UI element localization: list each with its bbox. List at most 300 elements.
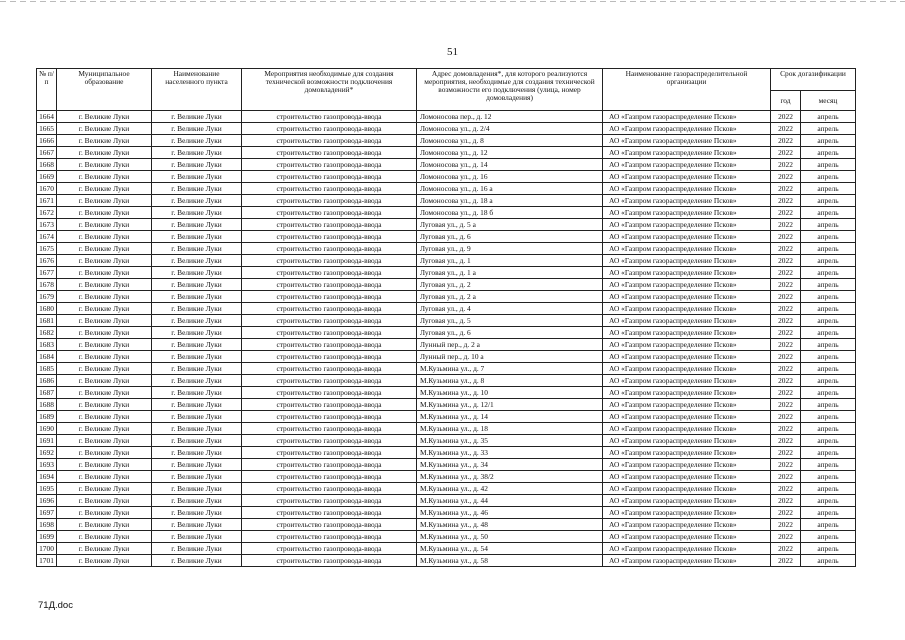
header-locality: Наименование населенного пункта xyxy=(152,69,242,111)
table-row xyxy=(37,279,856,291)
row-num: 1688 xyxy=(37,399,57,411)
row-address: Ломоносова ул., д. 18 а xyxy=(417,195,603,207)
row-municipality: г. Великие Луки xyxy=(57,435,152,447)
row-locality: г. Великие Луки xyxy=(152,459,242,471)
row-month: апрель xyxy=(801,159,856,171)
row-municipality: г. Великие Луки xyxy=(57,363,152,375)
row-org: АО «Газпром газораспределение Псков» xyxy=(603,471,771,483)
row-locality: г. Великие Луки xyxy=(152,183,242,195)
row-locality: г. Великие Луки xyxy=(152,375,242,387)
row-locality: г. Великие Луки xyxy=(152,351,242,363)
table-row xyxy=(37,507,856,519)
row-locality: г. Великие Луки xyxy=(152,219,242,231)
row-municipality: г. Великие Луки xyxy=(57,159,152,171)
row-num: 1694 xyxy=(37,471,57,483)
row-month: апрель xyxy=(801,507,856,519)
row-month: апрель xyxy=(801,279,856,291)
row-municipality: г. Великие Луки xyxy=(57,315,152,327)
row-num: 1684 xyxy=(37,351,57,363)
row-locality: г. Великие Луки xyxy=(152,495,242,507)
row-action: строительство газопровода-ввода xyxy=(242,423,417,435)
row-month: апрель xyxy=(801,411,856,423)
row-org: АО «Газпром газораспределение Псков» xyxy=(603,435,771,447)
row-locality: г. Великие Луки xyxy=(152,531,242,543)
table-row xyxy=(37,315,856,327)
row-address: М.Кузьмина ул., д. 14 xyxy=(417,411,603,423)
row-municipality: г. Великие Луки xyxy=(57,411,152,423)
row-municipality: г. Великие Луки xyxy=(57,231,152,243)
row-municipality: г. Великие Луки xyxy=(57,555,152,567)
row-year: 2022 xyxy=(771,147,801,159)
row-address: М.Кузьмина ул., д. 42 xyxy=(417,483,603,495)
row-num: 1665 xyxy=(37,123,57,135)
row-org: АО «Газпром газораспределение Псков» xyxy=(603,159,771,171)
row-locality: г. Великие Луки xyxy=(152,399,242,411)
row-municipality: г. Великие Луки xyxy=(57,267,152,279)
row-year: 2022 xyxy=(771,531,801,543)
row-action: строительство газопровода-ввода xyxy=(242,231,417,243)
row-locality: г. Великие Луки xyxy=(152,147,242,159)
row-num: 1683 xyxy=(37,339,57,351)
row-address: Ломоносова ул., д. 8 xyxy=(417,135,603,147)
row-month: апрель xyxy=(801,471,856,483)
row-year: 2022 xyxy=(771,435,801,447)
table-row xyxy=(37,123,856,135)
table-row xyxy=(37,375,856,387)
gasification-table xyxy=(36,68,855,567)
row-municipality: г. Великие Луки xyxy=(57,243,152,255)
row-municipality: г. Великие Луки xyxy=(57,351,152,363)
table-row xyxy=(37,531,856,543)
row-year: 2022 xyxy=(771,135,801,147)
row-action: строительство газопровода-ввода xyxy=(242,411,417,423)
row-month: апрель xyxy=(801,555,856,567)
row-month: апрель xyxy=(801,375,856,387)
row-locality: г. Великие Луки xyxy=(152,171,242,183)
row-org: АО «Газпром газораспределение Псков» xyxy=(603,243,771,255)
row-org: АО «Газпром газораспределение Псков» xyxy=(603,327,771,339)
row-num: 1690 xyxy=(37,423,57,435)
row-municipality: г. Великие Луки xyxy=(57,423,152,435)
row-num: 1697 xyxy=(37,507,57,519)
row-month: апрель xyxy=(801,399,856,411)
row-address: М.Кузьмина ул., д. 44 xyxy=(417,495,603,507)
header-action: Мероприятия необходимые для создания технической возможности подключения домовладений* xyxy=(242,69,417,111)
row-municipality: г. Великие Луки xyxy=(57,399,152,411)
row-month: апрель xyxy=(801,447,856,459)
table-row xyxy=(37,291,856,303)
table-row xyxy=(37,435,856,447)
row-month: апрель xyxy=(801,207,856,219)
row-locality: г. Великие Луки xyxy=(152,435,242,447)
table-row xyxy=(37,423,856,435)
row-year: 2022 xyxy=(771,387,801,399)
row-org: АО «Газпром газораспределение Псков» xyxy=(603,147,771,159)
table-row xyxy=(37,171,856,183)
row-year: 2022 xyxy=(771,375,801,387)
row-num: 1682 xyxy=(37,327,57,339)
row-year: 2022 xyxy=(771,291,801,303)
row-locality: г. Великие Луки xyxy=(152,207,242,219)
table-row xyxy=(37,483,856,495)
table-row xyxy=(37,339,856,351)
row-month: апрель xyxy=(801,111,856,123)
row-municipality: г. Великие Луки xyxy=(57,195,152,207)
row-address: Лунный пер., д. 2 а xyxy=(417,339,603,351)
row-action: строительство газопровода-ввода xyxy=(242,315,417,327)
row-address: М.Кузьмина ул., д. 35 xyxy=(417,435,603,447)
row-year: 2022 xyxy=(771,423,801,435)
row-num: 1666 xyxy=(37,135,57,147)
header-year: год xyxy=(771,91,801,111)
row-locality: г. Великие Луки xyxy=(152,471,242,483)
row-year: 2022 xyxy=(771,399,801,411)
row-address: Луговая ул., д. 6 xyxy=(417,327,603,339)
row-year: 2022 xyxy=(771,267,801,279)
row-action: строительство газопровода-ввода xyxy=(242,459,417,471)
row-num: 1692 xyxy=(37,447,57,459)
row-num: 1698 xyxy=(37,519,57,531)
row-year: 2022 xyxy=(771,123,801,135)
table-row xyxy=(37,327,856,339)
row-locality: г. Великие Луки xyxy=(152,387,242,399)
row-num: 1678 xyxy=(37,279,57,291)
row-locality: г. Великие Луки xyxy=(152,255,242,267)
row-num: 1671 xyxy=(37,195,57,207)
row-org: АО «Газпром газораспределение Псков» xyxy=(603,399,771,411)
row-month: апрель xyxy=(801,135,856,147)
row-num: 1677 xyxy=(37,267,57,279)
row-org: АО «Газпром газораспределение Псков» xyxy=(603,495,771,507)
row-municipality: г. Великие Луки xyxy=(57,483,152,495)
row-month: апрель xyxy=(801,423,856,435)
row-address: Луговая ул., д. 9 xyxy=(417,243,603,255)
table-row xyxy=(37,231,856,243)
row-month: апрель xyxy=(801,171,856,183)
table-row xyxy=(37,255,856,267)
row-municipality: г. Великие Луки xyxy=(57,219,152,231)
row-action: строительство газопровода-ввода xyxy=(242,339,417,351)
row-locality: г. Великие Луки xyxy=(152,327,242,339)
row-address: М.Кузьмина ул., д. 12/1 xyxy=(417,399,603,411)
table-row xyxy=(37,147,856,159)
row-municipality: г. Великие Луки xyxy=(57,543,152,555)
row-num: 1664 xyxy=(37,111,57,123)
row-year: 2022 xyxy=(771,303,801,315)
row-locality: г. Великие Луки xyxy=(152,507,242,519)
row-num: 1691 xyxy=(37,435,57,447)
row-org: АО «Газпром газораспределение Псков» xyxy=(603,255,771,267)
row-month: апрель xyxy=(801,543,856,555)
row-month: апрель xyxy=(801,387,856,399)
row-month: апрель xyxy=(801,351,856,363)
row-locality: г. Великие Луки xyxy=(152,483,242,495)
row-action: строительство газопровода-ввода xyxy=(242,327,417,339)
footer-note: 71Д.doc xyxy=(38,600,73,611)
table-row xyxy=(37,447,856,459)
row-num: 1667 xyxy=(37,147,57,159)
row-address: Луговая ул., д. 6 xyxy=(417,231,603,243)
row-locality: г. Великие Луки xyxy=(152,231,242,243)
row-address: Ломоносова ул., д. 12 xyxy=(417,147,603,159)
row-year: 2022 xyxy=(771,279,801,291)
row-month: апрель xyxy=(801,291,856,303)
row-year: 2022 xyxy=(771,183,801,195)
table-row xyxy=(37,363,856,375)
row-month: апрель xyxy=(801,123,856,135)
row-locality: г. Великие Луки xyxy=(152,159,242,171)
row-address: Луговая ул., д. 5 xyxy=(417,315,603,327)
row-locality: г. Великие Луки xyxy=(152,195,242,207)
row-month: апрель xyxy=(801,255,856,267)
row-municipality: г. Великие Луки xyxy=(57,183,152,195)
row-municipality: г. Великие Луки xyxy=(57,291,152,303)
row-address: Ломоносова ул., д. 2/4 xyxy=(417,123,603,135)
row-org: АО «Газпром газораспределение Псков» xyxy=(603,195,771,207)
row-locality: г. Великие Луки xyxy=(152,267,242,279)
row-action: строительство газопровода-ввода xyxy=(242,195,417,207)
row-address: М.Кузьмина ул., д. 48 xyxy=(417,519,603,531)
row-num: 1669 xyxy=(37,171,57,183)
header-address: Адрес домовладения*, для которого реализуются мероприятия, необходимые для создания технической возможности его подключения (улица, номер домовладения) xyxy=(417,69,603,111)
row-num: 1700 xyxy=(37,543,57,555)
row-month: апрель xyxy=(801,231,856,243)
row-locality: г. Великие Луки xyxy=(152,519,242,531)
row-municipality: г. Великие Луки xyxy=(57,255,152,267)
row-action: строительство газопровода-ввода xyxy=(242,147,417,159)
row-num: 1687 xyxy=(37,387,57,399)
row-year: 2022 xyxy=(771,543,801,555)
row-num: 1674 xyxy=(37,231,57,243)
row-action: строительство газопровода-ввода xyxy=(242,483,417,495)
row-num: 1685 xyxy=(37,363,57,375)
row-municipality: г. Великие Луки xyxy=(57,339,152,351)
row-org: АО «Газпром газораспределение Псков» xyxy=(603,231,771,243)
row-action: строительство газопровода-ввода xyxy=(242,159,417,171)
row-municipality: г. Великие Луки xyxy=(57,327,152,339)
row-org: АО «Газпром газораспределение Псков» xyxy=(603,459,771,471)
row-action: строительство газопровода-ввода xyxy=(242,171,417,183)
table-row xyxy=(37,519,856,531)
header-num: № п/п xyxy=(37,69,57,111)
table-row xyxy=(37,495,856,507)
row-year: 2022 xyxy=(771,411,801,423)
row-year: 2022 xyxy=(771,351,801,363)
row-org: АО «Газпром газораспределение Псков» xyxy=(603,183,771,195)
row-address: М.Кузьмина ул., д. 38/2 xyxy=(417,471,603,483)
row-locality: г. Великие Луки xyxy=(152,423,242,435)
row-month: апрель xyxy=(801,147,856,159)
header-municipality: Муниципальное образование xyxy=(57,69,152,111)
row-org: АО «Газпром газораспределение Псков» xyxy=(603,351,771,363)
row-year: 2022 xyxy=(771,315,801,327)
row-org: АО «Газпром газораспределение Псков» xyxy=(603,531,771,543)
row-action: строительство газопровода-ввода xyxy=(242,183,417,195)
row-org: АО «Газпром газораспределение Псков» xyxy=(603,447,771,459)
row-year: 2022 xyxy=(771,243,801,255)
row-org: АО «Газпром газораспределение Псков» xyxy=(603,507,771,519)
row-year: 2022 xyxy=(771,159,801,171)
row-month: апрель xyxy=(801,459,856,471)
header-org: Наименование газораспределительной организации xyxy=(603,69,771,111)
row-action: строительство газопровода-ввода xyxy=(242,495,417,507)
row-municipality: г. Великие Луки xyxy=(57,147,152,159)
row-action: строительство газопровода-ввода xyxy=(242,291,417,303)
row-locality: г. Великие Луки xyxy=(152,111,242,123)
row-action: строительство газопровода-ввода xyxy=(242,447,417,459)
row-month: апрель xyxy=(801,219,856,231)
row-locality: г. Великие Луки xyxy=(152,411,242,423)
row-org: АО «Газпром газораспределение Псков» xyxy=(603,303,771,315)
row-month: апрель xyxy=(801,435,856,447)
row-locality: г. Великие Луки xyxy=(152,279,242,291)
row-address: М.Кузьмина ул., д. 54 xyxy=(417,543,603,555)
row-org: АО «Газпром газораспределение Псков» xyxy=(603,315,771,327)
row-municipality: г. Великие Луки xyxy=(57,459,152,471)
row-address: М.Кузьмина ул., д. 10 xyxy=(417,387,603,399)
row-address: Луговая ул., д. 5 а xyxy=(417,219,603,231)
table-row xyxy=(37,243,856,255)
row-month: апрель xyxy=(801,495,856,507)
table-body xyxy=(37,111,856,567)
row-locality: г. Великие Луки xyxy=(152,447,242,459)
row-address: Ломоносова ул., д. 18 б xyxy=(417,207,603,219)
row-address: Луговая ул., д. 2 а xyxy=(417,291,603,303)
row-month: апрель xyxy=(801,195,856,207)
row-year: 2022 xyxy=(771,207,801,219)
row-municipality: г. Великие Луки xyxy=(57,171,152,183)
row-locality: г. Великие Луки xyxy=(152,555,242,567)
scan-artifact-top xyxy=(0,1,905,2)
row-municipality: г. Великие Луки xyxy=(57,111,152,123)
row-month: апрель xyxy=(801,315,856,327)
row-locality: г. Великие Луки xyxy=(152,339,242,351)
row-action: строительство газопровода-ввода xyxy=(242,543,417,555)
row-org: АО «Газпром газораспределение Псков» xyxy=(603,555,771,567)
row-org: АО «Газпром газораспределение Псков» xyxy=(603,387,771,399)
row-municipality: г. Великие Луки xyxy=(57,375,152,387)
row-address: Ломоносова ул., д. 14 xyxy=(417,159,603,171)
row-municipality: г. Великие Луки xyxy=(57,387,152,399)
row-year: 2022 xyxy=(771,495,801,507)
row-municipality: г. Великие Луки xyxy=(57,471,152,483)
table-row xyxy=(37,183,856,195)
row-action: строительство газопровода-ввода xyxy=(242,435,417,447)
row-address: М.Кузьмина ул., д. 34 xyxy=(417,459,603,471)
row-org: АО «Газпром газораспределение Псков» xyxy=(603,123,771,135)
row-address: Луговая ул., д. 4 xyxy=(417,303,603,315)
row-month: апрель xyxy=(801,339,856,351)
row-action: строительство газопровода-ввода xyxy=(242,519,417,531)
row-org: АО «Газпром газораспределение Псков» xyxy=(603,543,771,555)
row-year: 2022 xyxy=(771,255,801,267)
row-municipality: г. Великие Луки xyxy=(57,495,152,507)
row-action: строительство газопровода-ввода xyxy=(242,555,417,567)
row-address: М.Кузьмина ул., д. 46 xyxy=(417,507,603,519)
row-address: М.Кузьмина ул., д. 18 xyxy=(417,423,603,435)
table-row xyxy=(37,219,856,231)
row-num: 1673 xyxy=(37,219,57,231)
row-address: Ломоносова ул., д. 16 xyxy=(417,171,603,183)
row-locality: г. Великие Луки xyxy=(152,135,242,147)
row-num: 1668 xyxy=(37,159,57,171)
row-action: строительство газопровода-ввода xyxy=(242,507,417,519)
row-action: строительство газопровода-ввода xyxy=(242,399,417,411)
row-org: АО «Газпром газораспределение Псков» xyxy=(603,483,771,495)
row-month: апрель xyxy=(801,303,856,315)
page-number: 51 xyxy=(447,46,458,58)
row-action: строительство газопровода-ввода xyxy=(242,207,417,219)
row-year: 2022 xyxy=(771,231,801,243)
table-row xyxy=(37,159,856,171)
row-action: строительство газопровода-ввода xyxy=(242,363,417,375)
row-address: М.Кузьмина ул., д. 50 xyxy=(417,531,603,543)
table-header xyxy=(37,69,856,111)
row-month: апрель xyxy=(801,519,856,531)
row-org: АО «Газпром газораспределение Псков» xyxy=(603,423,771,435)
row-year: 2022 xyxy=(771,363,801,375)
row-action: строительство газопровода-ввода xyxy=(242,279,417,291)
row-year: 2022 xyxy=(771,195,801,207)
row-locality: г. Великие Луки xyxy=(152,363,242,375)
row-address: Ломоносова пер., д. 12 xyxy=(417,111,603,123)
row-year: 2022 xyxy=(771,447,801,459)
table-row xyxy=(37,555,856,567)
row-org: АО «Газпром газораспределение Псков» xyxy=(603,519,771,531)
row-year: 2022 xyxy=(771,459,801,471)
row-address: М.Кузьмина ул., д. 8 xyxy=(417,375,603,387)
table-row xyxy=(37,195,856,207)
table-row xyxy=(37,399,856,411)
row-num: 1675 xyxy=(37,243,57,255)
row-locality: г. Великие Луки xyxy=(152,303,242,315)
row-num: 1689 xyxy=(37,411,57,423)
row-action: строительство газопровода-ввода xyxy=(242,375,417,387)
row-org: АО «Газпром газораспределение Псков» xyxy=(603,207,771,219)
row-action: строительство газопровода-ввода xyxy=(242,243,417,255)
row-month: апрель xyxy=(801,243,856,255)
row-org: АО «Газпром газораспределение Псков» xyxy=(603,411,771,423)
row-municipality: г. Великие Луки xyxy=(57,531,152,543)
row-action: строительство газопровода-ввода xyxy=(242,387,417,399)
row-month: апрель xyxy=(801,267,856,279)
table-row xyxy=(37,387,856,399)
row-num: 1670 xyxy=(37,183,57,195)
table-row xyxy=(37,111,856,123)
row-month: апрель xyxy=(801,531,856,543)
row-org: АО «Газпром газораспределение Псков» xyxy=(603,279,771,291)
row-org: АО «Газпром газораспределение Псков» xyxy=(603,375,771,387)
row-year: 2022 xyxy=(771,483,801,495)
row-address: Луговая ул., д. 2 xyxy=(417,279,603,291)
row-action: строительство газопровода-ввода xyxy=(242,255,417,267)
row-locality: г. Великие Луки xyxy=(152,315,242,327)
row-action: строительство газопровода-ввода xyxy=(242,303,417,315)
row-year: 2022 xyxy=(771,339,801,351)
row-org: АО «Газпром газораспределение Псков» xyxy=(603,339,771,351)
row-action: строительство газопровода-ввода xyxy=(242,471,417,483)
row-num: 1679 xyxy=(37,291,57,303)
row-action: строительство газопровода-ввода xyxy=(242,351,417,363)
table-row xyxy=(37,267,856,279)
row-month: апрель xyxy=(801,483,856,495)
row-municipality: г. Великие Луки xyxy=(57,135,152,147)
row-num: 1686 xyxy=(37,375,57,387)
row-year: 2022 xyxy=(771,171,801,183)
table-row xyxy=(37,303,856,315)
row-num: 1676 xyxy=(37,255,57,267)
row-address: Ломоносова ул., д. 16 а xyxy=(417,183,603,195)
